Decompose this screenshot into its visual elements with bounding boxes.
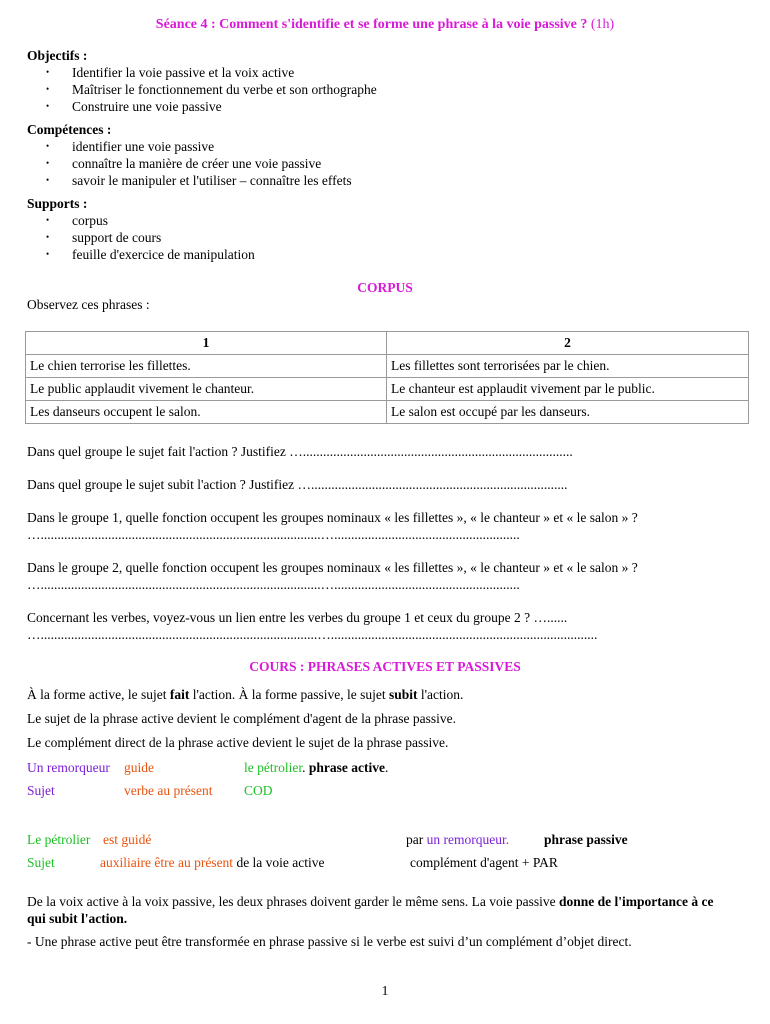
table-cell: Les danseurs occupent le salon. (26, 401, 387, 424)
list-item: • identifier une voie passive (46, 139, 352, 156)
cours-paragraph-4 (27, 894, 727, 928)
cours-title: COURS : PHRASES ACTIVES ET PASSIVES (249, 659, 521, 674)
title-duration: (1h) (590, 17, 615, 32)
punctuation: . (384, 760, 389, 775)
question-1: Dans quel groupe le sujet fait l'action ? Justifiez …................................................................................ (27, 444, 573, 459)
answer-line-3: …...................................................................................…....................................................... (27, 527, 520, 542)
table-cell: Les fillettes sont terrorisées par le chien. (387, 355, 749, 378)
ex1-caption-subject: Sujet (27, 783, 55, 798)
supports-list (46, 213, 255, 264)
corpus-title: CORPUS (357, 280, 413, 295)
cours-paragraph-1 (27, 687, 463, 704)
question-2: Dans quel groupe le sujet subit l'action ? Justifiez …............................................................................ (27, 477, 568, 492)
answer-line-4: …...................................................................................…....................................................... (27, 577, 520, 592)
column-header: 1 (26, 332, 387, 355)
list-item: • Construire une voie passive (46, 99, 377, 116)
table-cell: Le chanteur est applaudit vivement par le public. (387, 378, 749, 401)
ex1-subject: Un remorqueur (27, 760, 110, 775)
question-4: Dans le groupe 2, quelle fonction occupent les groupes nominaux « les fillettes », « le chanteur » et « le salon » ? (27, 560, 638, 575)
list-item: • support de cours (46, 230, 255, 247)
ex2-agent-line (406, 832, 509, 849)
ex2-agent: un remorqueur. (426, 832, 510, 847)
list-item: • Maîtriser le fonctionnement du verbe et son orthographe (46, 82, 377, 99)
question-3: Dans le groupe 1, quelle fonction occupent les groupes nominaux « les fillettes », « le chanteur » et « le salon » ? (27, 510, 638, 525)
ex2-caption-verb-rest: de la voie active (236, 855, 325, 870)
table-cell: Le chien terrorise les fillettes. (26, 355, 387, 378)
table-header-row (26, 332, 749, 355)
cours-paragraph-5: - Une phrase active peut être transformée en phrase passive si le verbe est suivi d’un complément d’objet direct. (27, 934, 632, 949)
column-header: 2 (387, 332, 749, 355)
question-5: Concernant les verbes, voyez-vous un lien entre les verbes du groupe 1 et ceux du groupe 2 ? …...... (27, 610, 568, 625)
table-cell: Le public applaudit vivement le chanteur. (26, 378, 387, 401)
text-run: De la voix active à la voix passive, les deux phrases doivent garder le même sens. La voie passive (27, 894, 559, 909)
ex1-object-line (244, 760, 388, 777)
supports-heading: Supports : (27, 196, 88, 211)
ex2-caption-subject: Sujet (27, 855, 55, 870)
corpus-table (25, 331, 749, 424)
ex2-subject: Le pétrolier (27, 832, 91, 847)
list-item: • corpus (46, 213, 255, 230)
table-row (26, 355, 749, 378)
title-main: Séance 4 : Comment s'identifie et se forme une phrase à la voie passive ? (155, 17, 588, 32)
ex1-label: phrase active (308, 760, 385, 775)
ex1-caption-object: COD (244, 783, 273, 798)
cours-paragraph-2: Le sujet de la phrase active devient le complément d'agent de la phrase passive. (27, 711, 457, 726)
list-item: • Identifier la voie passive et la voix active (46, 65, 377, 82)
ex1-object: le pétrolier (244, 760, 303, 775)
ex2-verb: est guidé (103, 832, 152, 847)
ex2-caption-verb-line (100, 855, 325, 872)
text-run: À la forme active, le sujet (27, 687, 170, 702)
table-row (26, 378, 749, 401)
ex2-label: phrase passive (544, 832, 628, 847)
ex2-caption-verb: auxiliaire être au présent (100, 855, 234, 870)
list-item: • feuille d'exercice de manipulation (46, 247, 255, 264)
list-item: • savoir le manipuler et l'utiliser – connaître les effets (46, 173, 352, 190)
objectifs-list (46, 65, 377, 116)
ex2-caption-agent: complément d'agent + PAR (410, 855, 558, 870)
ex1-verb: guide (124, 760, 154, 775)
emphasis-subit: subit (388, 687, 418, 702)
cours-paragraph-3: Le complément direct de la phrase active devient le sujet de la phrase passive. (27, 735, 449, 750)
list-item: • connaître la manière de créer une voie passive (46, 156, 352, 173)
competences-heading: Compétences : (27, 122, 112, 137)
punctuation: . (302, 760, 306, 775)
text-run: l'action. (417, 687, 464, 702)
table-cell: Le salon est occupé par les danseurs. (387, 401, 749, 424)
text-run: l'action. À la forme passive, le sujet (189, 687, 389, 702)
page-title (0, 16, 770, 34)
competences-list (46, 139, 352, 190)
corpus-intro: Observez ces phrases : (27, 297, 150, 312)
emphasis-importance: donne de l'importance à ce qui subit l'action. (27, 894, 714, 926)
page-number: 1 (381, 983, 389, 998)
emphasis-fait: fait (169, 687, 190, 702)
ex1-caption-verb: verbe au présent (124, 783, 213, 798)
table-row (26, 401, 749, 424)
answer-line-5: …..................................................................................…............................................................................... (27, 627, 598, 642)
ex2-par: par (406, 832, 424, 847)
objectifs-heading: Objectifs : (27, 48, 88, 63)
